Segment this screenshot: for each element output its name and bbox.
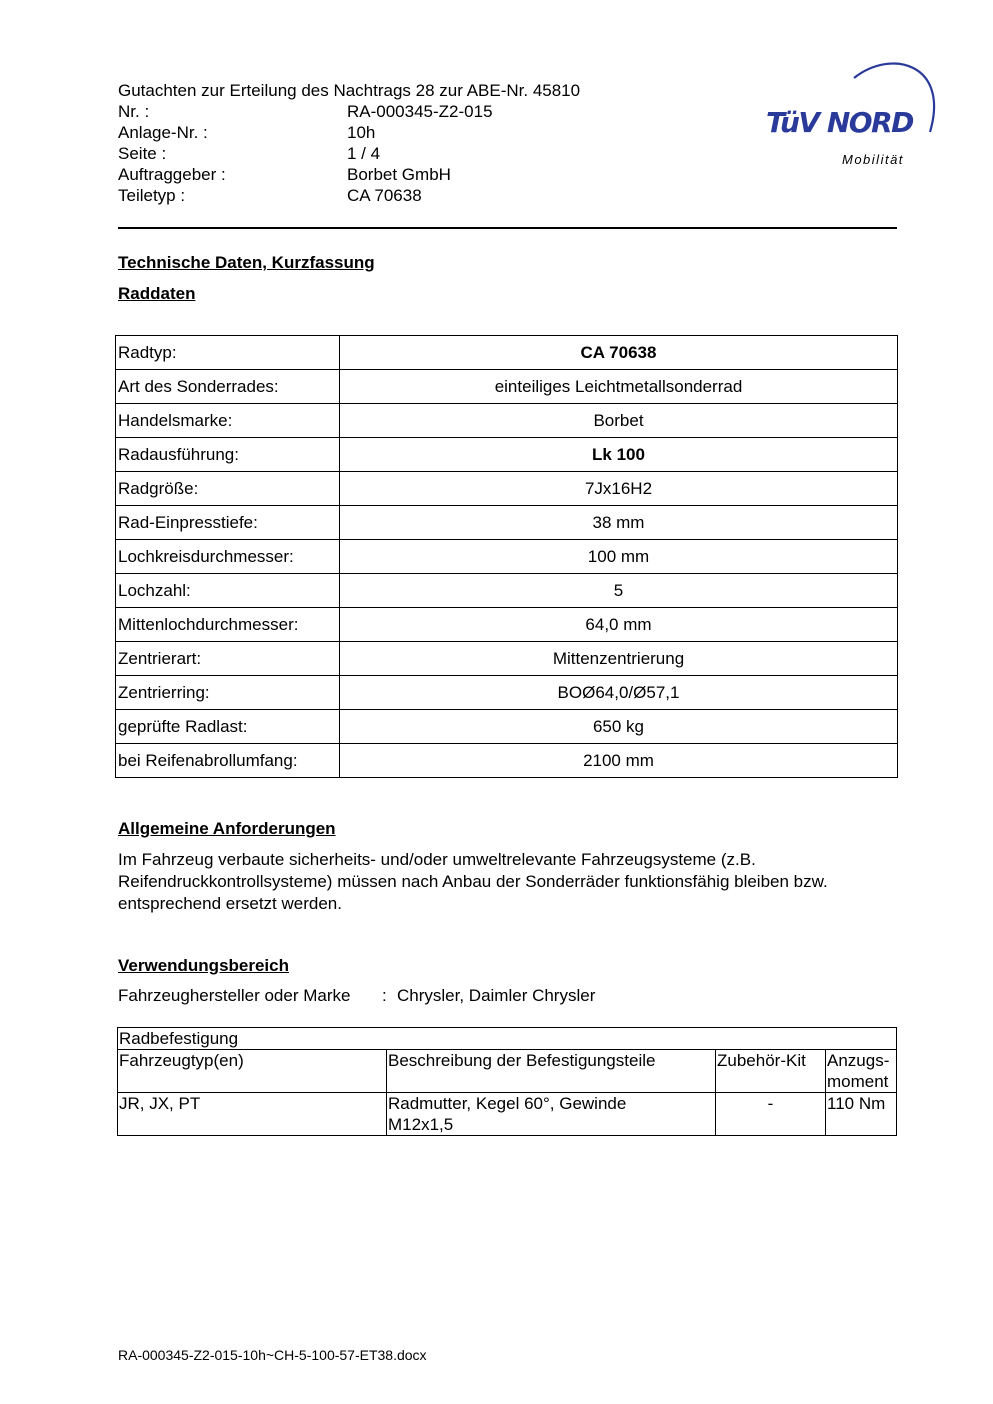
manufacturer-label: Fahrzeughersteller oder Marke: [118, 986, 351, 1005]
row-label: Zentrierring:: [116, 676, 340, 710]
row-label: Art des Sonderrades:: [116, 370, 340, 404]
header-value: 1 / 4: [347, 144, 381, 163]
row-value: Borbet: [340, 404, 898, 438]
column-header-torque: [826, 1050, 897, 1093]
wheel-data-table: [115, 335, 898, 778]
row-value: 2100 mm: [340, 744, 898, 778]
header-value: CA 70638: [347, 186, 422, 205]
table-row: [116, 370, 898, 404]
row-value: 650 kg: [340, 710, 898, 744]
row-label: Handelsmarke:: [116, 404, 340, 438]
row-label: Rad-Einpresstiefe:: [116, 506, 340, 540]
header-label: Auftraggeber :: [118, 165, 226, 184]
fastening-description-cell: [387, 1093, 716, 1136]
torque-cell: 110 Nm: [826, 1093, 897, 1136]
row-value: 7Jx16H2: [340, 472, 898, 506]
column-header-line: Anzugs-: [827, 1051, 890, 1070]
section-subtitle-raddaten: Raddaten: [118, 284, 196, 303]
manufacturer-separator: :: [382, 986, 387, 1005]
header-title: Gutachten zur Erteilung des Nachtrags 28 zur ABE-Nr. 45810: [118, 81, 581, 100]
table-row: [116, 506, 898, 540]
table-row: [116, 438, 898, 472]
table-row: [116, 574, 898, 608]
table-row: [116, 472, 898, 506]
row-value: CA 70638: [340, 336, 898, 370]
table-row: [118, 1093, 897, 1136]
paragraph-line: Im Fahrzeug verbaute sicherheits- und/oder umweltrelevante Fahrzeugsysteme (z.B.: [118, 850, 756, 869]
table-row: [116, 336, 898, 370]
header-value: Borbet GmbH: [347, 165, 451, 184]
requirements-paragraph: [118, 849, 898, 915]
header-label: Anlage-Nr. :: [118, 123, 208, 142]
logo-subtitle: Mobilität: [842, 152, 904, 167]
section-title-technische-daten: Technische Daten, Kurzfassung: [118, 253, 375, 272]
row-value: 100 mm: [340, 540, 898, 574]
paragraph-line: Reifendruckkontrollsysteme) müssen nach Anbau der Sonderräder funktionsfähig bleiben bzw.: [118, 872, 828, 891]
row-label: Lochzahl:: [116, 574, 340, 608]
table-row: [116, 676, 898, 710]
column-header: Beschreibung der Befestigungsteile: [387, 1050, 716, 1093]
paragraph-line: entsprechend ersetzt werden.: [118, 894, 342, 913]
section-title-verwendungsbereich: Verwendungsbereich: [118, 956, 289, 975]
row-value: Lk 100: [340, 438, 898, 472]
logo-brand: TüV NORD: [766, 106, 913, 139]
row-value: einteiliges Leichtmetallsonderrad: [340, 370, 898, 404]
table-header-row: [118, 1050, 897, 1093]
column-header: Zubehör-Kit: [716, 1050, 826, 1093]
header-value: RA-000345-Z2-015: [347, 102, 493, 121]
row-label: geprüfte Radlast:: [116, 710, 340, 744]
row-label: Radausführung:: [116, 438, 340, 472]
column-header: Fahrzeugtyp(en): [118, 1050, 387, 1093]
footer-filename: RA-000345-Z2-015-10h~CH-5-100-57-ET38.docx: [118, 1347, 427, 1363]
table-row: [116, 608, 898, 642]
header-label: Teiletyp :: [118, 186, 186, 205]
table-row: [116, 744, 898, 778]
table-caption: Radbefestigung: [118, 1028, 897, 1050]
vehicle-types-cell: JR, JX, PT: [118, 1093, 387, 1136]
row-label: Radtyp:: [116, 336, 340, 370]
row-value: 64,0 mm: [340, 608, 898, 642]
table-row: [116, 642, 898, 676]
description-line: M12x1,5: [388, 1115, 454, 1134]
row-value: Mittenzentrierung: [340, 642, 898, 676]
table-row: [116, 540, 898, 574]
column-header-line: moment: [827, 1072, 889, 1091]
header-divider: [118, 227, 897, 229]
table-caption-row: [118, 1028, 897, 1050]
section-title-anforderungen: Allgemeine Anforderungen: [118, 819, 336, 838]
header-label: Nr. :: [118, 102, 150, 121]
mounting-table: [117, 1027, 897, 1136]
row-label: Lochkreisdurchmesser:: [116, 540, 340, 574]
header-value: 10h: [347, 123, 376, 142]
description-line: Radmutter, Kegel 60°, Gewinde: [388, 1094, 627, 1113]
table-row: [116, 710, 898, 744]
accessory-kit-cell: -: [716, 1093, 826, 1136]
manufacturer-value: Chrysler, Daimler Chrysler: [397, 986, 596, 1005]
row-value: 5: [340, 574, 898, 608]
row-value: BOØ64,0/Ø57,1: [340, 676, 898, 710]
row-label: Radgröße:: [116, 472, 340, 506]
tuev-nord-logo: [762, 56, 942, 174]
row-label: bei Reifenabrollumfang:: [116, 744, 340, 778]
header-label: Seite :: [118, 144, 167, 163]
row-label: Mittenlochdurchmesser:: [116, 608, 340, 642]
row-label: Zentrierart:: [116, 642, 340, 676]
row-value: 38 mm: [340, 506, 898, 540]
table-row: [116, 404, 898, 438]
